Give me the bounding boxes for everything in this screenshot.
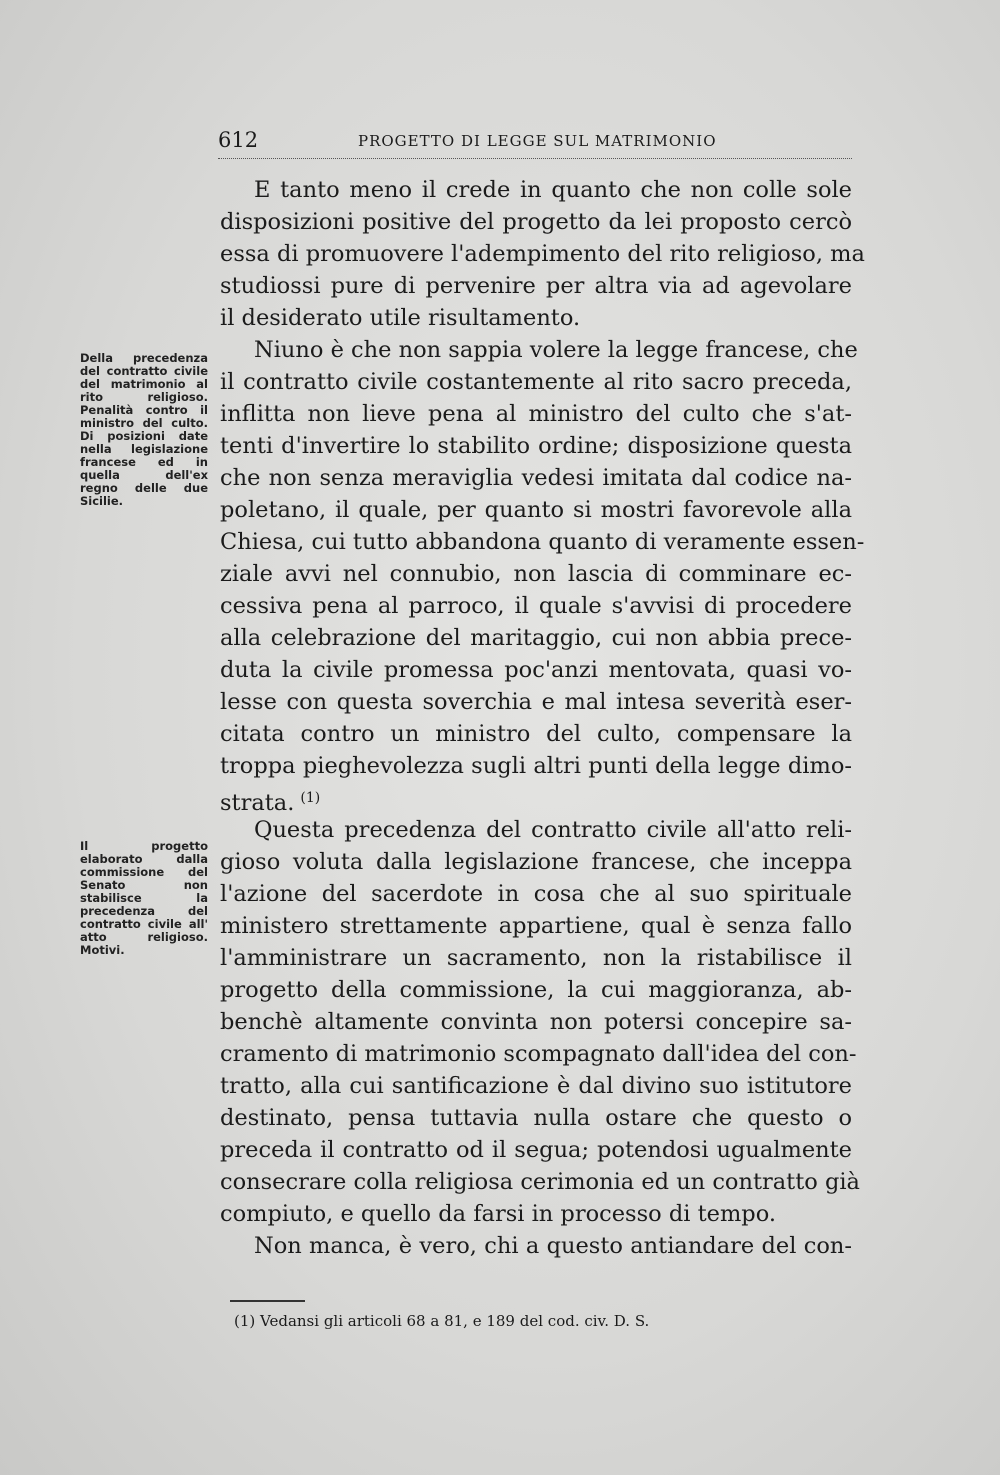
text-line: tratto, alla cui santificazione è dal divino suo istitutore <box>220 1073 852 1099</box>
text-line: destinato, pensa tuttavia nulla ostare che questo o <box>220 1105 852 1131</box>
margin-note: Della precedenza del contratto civile del matrimonio al rito religioso. Penalità contro il ministro del culto. Di posizioni date nella legislazione francese ed in quella dell'ex regno delle due Sicilie. <box>80 351 208 508</box>
text-line: essa di promuovere l'adempimento del rito religioso, ma <box>220 241 865 267</box>
footnote-reference: (1) <box>300 790 321 806</box>
footnote-rule <box>230 1300 305 1302</box>
text-line: inflitta non lieve pena al ministro del culto che s'at- <box>220 401 852 427</box>
text-line: Non manca, è vero, chi a questo antiandare del con- <box>254 1233 852 1259</box>
text-line: duta la civile promessa poc'anzi mentovata, quasi vo- <box>220 657 852 683</box>
text-line: cramento di matrimonio scompagnato dall'idea del con- <box>220 1041 857 1067</box>
text-line: strata. <box>220 790 295 816</box>
text-line: progetto della commissione, la cui maggioranza, ab- <box>220 977 852 1003</box>
footnote: (1) Vedansi gli articoli 68 a 81, e 189 del cod. civ. D. S. <box>234 1312 650 1330</box>
text-line: lesse con questa soverchia e mal intesa severità eser- <box>220 689 852 715</box>
body-text <box>220 174 865 1262</box>
text-line: l'amministrare un sacramento, non la ristabilisce il <box>220 945 852 971</box>
text-line: cessiva pena al parroco, il quale s'avvisi di procedere <box>220 593 852 619</box>
page-number: 612 <box>218 128 259 152</box>
text-line: ministero strettamente appartiene, qual è senza fallo <box>220 913 852 939</box>
text-line: il desiderato utile risultamento. <box>220 305 581 331</box>
text-line: il contratto civile costantemente al rito sacro preceda, <box>220 369 852 395</box>
text-line: Chiesa, cui tutto abbandona quanto di veramente essen- <box>220 529 865 555</box>
text-line: compiuto, e quello da farsi in processo di tempo. <box>220 1201 776 1227</box>
text-line: ziale avvi nel connubio, non lascia di comminare ec- <box>220 561 852 587</box>
text-line: consecrare colla religiosa cerimonia ed un contratto già <box>220 1169 860 1195</box>
page-header <box>218 128 852 159</box>
text-line: citata contro un ministro del culto, compensare la <box>220 721 852 747</box>
text-line: gioso voluta dalla legislazione francese, che inceppa <box>220 849 852 875</box>
text-line: Niuno è che non sappia volere la legge francese, che <box>254 337 858 363</box>
text-line: alla celebrazione del maritaggio, cui non abbia prece- <box>220 625 852 651</box>
text-line: troppa pieghevolezza sugli altri punti della legge dimo- <box>220 753 852 779</box>
text-line: poletano, il quale, per quanto si mostri favorevole alla <box>220 497 852 523</box>
text-line: che non senza meraviglia vedesi imitata dal codice na- <box>220 465 852 491</box>
text-line: studiossi pure di pervenire per altra via ad agevolare <box>220 273 852 299</box>
text-line: benchè altamente convinta non potersi concepire sa- <box>220 1009 852 1035</box>
text-line: disposizioni positive del progetto da lei proposto cercò <box>220 209 852 235</box>
running-title: PROGETTO DI LEGGE SUL MATRIMONIO <box>358 132 717 150</box>
text-line: l'azione del sacerdote in cosa che al suo spirituale <box>220 881 852 907</box>
text-line: tenti d'invertire lo stabilito ordine; disposizione questa <box>220 433 852 459</box>
margin-note: Il progetto elaborato dalla commissione del Senato non stabilisce la precedenza del contratto civile all' atto religioso. Motivi. <box>80 839 208 957</box>
text-line: E tanto meno il crede in quanto che non colle sole <box>254 177 852 203</box>
text-line: Questa precedenza del contratto civile all'atto reli- <box>254 817 852 843</box>
text-line-with-footnote <box>220 782 852 814</box>
text-line: preceda il contratto od il segua; potendosi ugualmente <box>220 1137 852 1163</box>
